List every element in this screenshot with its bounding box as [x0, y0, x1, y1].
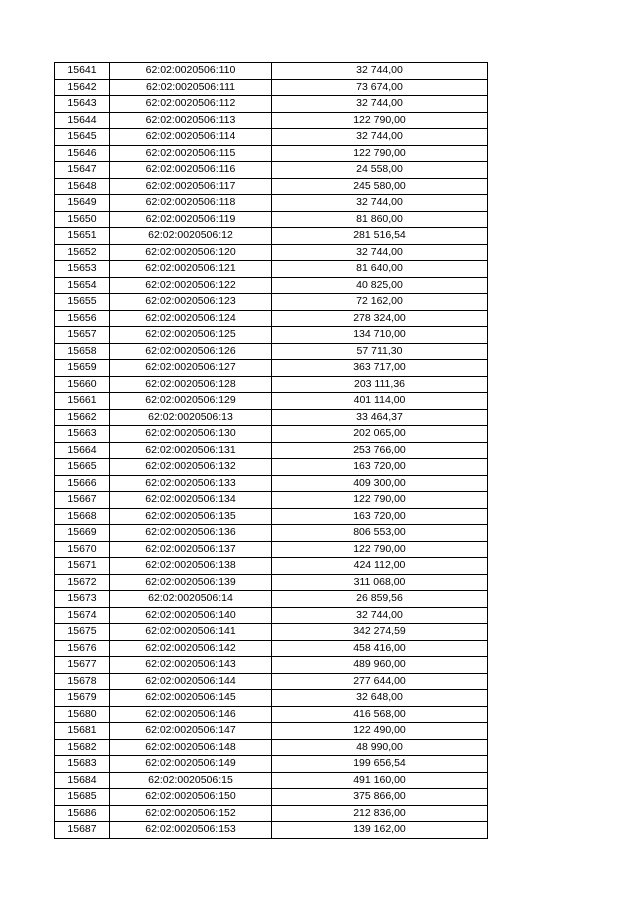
cadastral-value-cell: 26 859,56: [272, 591, 488, 608]
cadastral-number-cell: 62:02:0020506:130: [110, 426, 272, 443]
table-row: [55, 475, 488, 492]
cadastral-value-cell: 202 065,00: [272, 426, 488, 443]
cadastral-value-cell: 212 836,00: [272, 805, 488, 822]
row-number-cell: 15648: [55, 178, 110, 195]
cadastral-value-cell: 32 744,00: [272, 63, 488, 80]
row-number-cell: 15674: [55, 607, 110, 624]
row-number-cell: 15658: [55, 343, 110, 360]
table-row: [55, 442, 488, 459]
table-row: [55, 426, 488, 443]
cadastral-value-cell: 311 068,00: [272, 574, 488, 591]
table-row: [55, 657, 488, 674]
table-row: [55, 673, 488, 690]
cadastral-value-cell: 342 274,59: [272, 624, 488, 641]
cadastral-number-cell: 62:02:0020506:112: [110, 96, 272, 113]
cadastral-value-cell: 458 416,00: [272, 640, 488, 657]
row-number-cell: 15655: [55, 294, 110, 311]
row-number-cell: 15680: [55, 706, 110, 723]
row-number-cell: 15682: [55, 739, 110, 756]
cadastral-number-cell: 62:02:0020506:136: [110, 525, 272, 542]
cadastral-value-cell: 491 160,00: [272, 772, 488, 789]
table-row: [55, 145, 488, 162]
cadastral-number-cell: 62:02:0020506:120: [110, 244, 272, 261]
cadastral-number-cell: 62:02:0020506:142: [110, 640, 272, 657]
cadastral-value-cell: 48 990,00: [272, 739, 488, 756]
cadastral-value-cell: 73 674,00: [272, 79, 488, 96]
table-row: [55, 393, 488, 410]
cadastral-number-cell: 62:02:0020506:131: [110, 442, 272, 459]
cadastral-value-cell: 245 580,00: [272, 178, 488, 195]
row-number-cell: 15676: [55, 640, 110, 657]
cadastral-number-cell: 62:02:0020506:145: [110, 690, 272, 707]
row-number-cell: 15684: [55, 772, 110, 789]
cadastral-value-cell: 363 717,00: [272, 360, 488, 377]
cadastral-number-cell: 62:02:0020506:113: [110, 112, 272, 129]
cadastral-value-cell: 40 825,00: [272, 277, 488, 294]
cadastral-number-cell: 62:02:0020506:116: [110, 162, 272, 179]
cadastral-number-cell: 62:02:0020506:15: [110, 772, 272, 789]
cadastral-number-cell: 62:02:0020506:128: [110, 376, 272, 393]
row-number-cell: 15647: [55, 162, 110, 179]
table-row: [55, 822, 488, 839]
cadastral-number-cell: 62:02:0020506:127: [110, 360, 272, 377]
row-number-cell: 15661: [55, 393, 110, 410]
cadastral-value-cell: 81 640,00: [272, 261, 488, 278]
cadastral-value-cell: 32 744,00: [272, 244, 488, 261]
table-row: [55, 739, 488, 756]
cadastral-number-cell: 62:02:0020506:137: [110, 541, 272, 558]
cadastral-value-cell: 163 720,00: [272, 459, 488, 476]
cadastral-number-cell: 62:02:0020506:134: [110, 492, 272, 509]
table-row: [55, 805, 488, 822]
row-number-cell: 15672: [55, 574, 110, 591]
cadastral-value-cell: 57 711,30: [272, 343, 488, 360]
row-number-cell: 15687: [55, 822, 110, 839]
cadastral-number-cell: 62:02:0020506:123: [110, 294, 272, 311]
row-number-cell: 15671: [55, 558, 110, 575]
row-number-cell: 15669: [55, 525, 110, 542]
row-number-cell: 15660: [55, 376, 110, 393]
cadastral-number-cell: 62:02:0020506:147: [110, 723, 272, 740]
table-row: [55, 211, 488, 228]
cadastral-number-cell: 62:02:0020506:139: [110, 574, 272, 591]
cadastral-number-cell: 62:02:0020506:141: [110, 624, 272, 641]
row-number-cell: 15649: [55, 195, 110, 212]
row-number-cell: 15651: [55, 228, 110, 245]
cadastral-value-cell: 489 960,00: [272, 657, 488, 674]
table-row: [55, 178, 488, 195]
cadastral-number-cell: 62:02:0020506:126: [110, 343, 272, 360]
table-row: [55, 244, 488, 261]
cadastral-number-cell: 62:02:0020506:153: [110, 822, 272, 839]
row-number-cell: 15678: [55, 673, 110, 690]
table-row: [55, 228, 488, 245]
cadastral-number-cell: 62:02:0020506:111: [110, 79, 272, 96]
table-row: [55, 112, 488, 129]
cadastral-value-cell: 24 558,00: [272, 162, 488, 179]
row-number-cell: 15652: [55, 244, 110, 261]
row-number-cell: 15657: [55, 327, 110, 344]
table-row: [55, 690, 488, 707]
cadastral-value-cell: 401 114,00: [272, 393, 488, 410]
cadastral-value-cell: 32 648,00: [272, 690, 488, 707]
table-row: [55, 607, 488, 624]
cadastral-number-cell: 62:02:0020506:110: [110, 63, 272, 80]
row-number-cell: 15673: [55, 591, 110, 608]
cadastral-value-cell: 72 162,00: [272, 294, 488, 311]
cadastral-number-cell: 62:02:0020506:114: [110, 129, 272, 146]
table-row: [55, 129, 488, 146]
cadastral-value-cell: 122 790,00: [272, 112, 488, 129]
table-row: [55, 96, 488, 113]
row-number-cell: 15654: [55, 277, 110, 294]
row-number-cell: 15664: [55, 442, 110, 459]
table-row: [55, 541, 488, 558]
table-row: [55, 789, 488, 806]
row-number-cell: 15670: [55, 541, 110, 558]
table-row: [55, 63, 488, 80]
cadastral-number-cell: 62:02:0020506:118: [110, 195, 272, 212]
row-number-cell: 15650: [55, 211, 110, 228]
cadastral-value-cell: 278 324,00: [272, 310, 488, 327]
table-row: [55, 310, 488, 327]
cadastral-number-cell: 62:02:0020506:125: [110, 327, 272, 344]
cadastral-value-cell: 409 300,00: [272, 475, 488, 492]
table-row: [55, 508, 488, 525]
table-row: [55, 756, 488, 773]
row-number-cell: 15641: [55, 63, 110, 80]
cadastral-value-cell: 122 490,00: [272, 723, 488, 740]
row-number-cell: 15668: [55, 508, 110, 525]
row-number-cell: 15645: [55, 129, 110, 146]
cadastral-number-cell: 62:02:0020506:149: [110, 756, 272, 773]
cadastral-value-cell: 199 656,54: [272, 756, 488, 773]
table-row: [55, 360, 488, 377]
cadastral-value-cell: 806 553,00: [272, 525, 488, 542]
row-number-cell: 15683: [55, 756, 110, 773]
row-number-cell: 15686: [55, 805, 110, 822]
cadastral-number-cell: 62:02:0020506:144: [110, 673, 272, 690]
cadastral-number-cell: 62:02:0020506:146: [110, 706, 272, 723]
cadastral-value-cell: 139 162,00: [272, 822, 488, 839]
cadastral-number-cell: 62:02:0020506:129: [110, 393, 272, 410]
cadastral-number-cell: 62:02:0020506:138: [110, 558, 272, 575]
cadastral-number-cell: 62:02:0020506:150: [110, 789, 272, 806]
row-number-cell: 15642: [55, 79, 110, 96]
table-row: [55, 409, 488, 426]
row-number-cell: 15659: [55, 360, 110, 377]
table-row: [55, 706, 488, 723]
table-row: [55, 162, 488, 179]
cadastral-value-cell: 32 744,00: [272, 96, 488, 113]
table-body: [55, 63, 488, 839]
cadastral-number-cell: 62:02:0020506:135: [110, 508, 272, 525]
cadastral-value-cell: 32 744,00: [272, 607, 488, 624]
row-number-cell: 15644: [55, 112, 110, 129]
table-row: [55, 723, 488, 740]
cadastral-value-cell: 122 790,00: [272, 492, 488, 509]
cadastral-value-cell: 32 744,00: [272, 195, 488, 212]
cadastral-value-cell: 163 720,00: [272, 508, 488, 525]
cadastral-value-cell: 81 860,00: [272, 211, 488, 228]
row-number-cell: 15663: [55, 426, 110, 443]
cadastral-value-cell: 134 710,00: [272, 327, 488, 344]
row-number-cell: 15643: [55, 96, 110, 113]
table-row: [55, 327, 488, 344]
table-row: [55, 261, 488, 278]
cadastral-number-cell: 62:02:0020506:143: [110, 657, 272, 674]
cadastral-number-cell: 62:02:0020506:12: [110, 228, 272, 245]
table-row: [55, 492, 488, 509]
row-number-cell: 15667: [55, 492, 110, 509]
cadastral-value-table: [54, 62, 488, 839]
cadastral-value-cell: 122 790,00: [272, 541, 488, 558]
table-row: [55, 574, 488, 591]
cadastral-number-cell: 62:02:0020506:124: [110, 310, 272, 327]
cadastral-number-cell: 62:02:0020506:133: [110, 475, 272, 492]
table-row: [55, 294, 488, 311]
row-number-cell: 15677: [55, 657, 110, 674]
table-row: [55, 591, 488, 608]
cadastral-number-cell: 62:02:0020506:13: [110, 409, 272, 426]
table-row: [55, 459, 488, 476]
cadastral-value-cell: 375 866,00: [272, 789, 488, 806]
cadastral-number-cell: 62:02:0020506:148: [110, 739, 272, 756]
cadastral-value-cell: 281 516,54: [272, 228, 488, 245]
table-row: [55, 525, 488, 542]
table-row: [55, 195, 488, 212]
row-number-cell: 15665: [55, 459, 110, 476]
cadastral-value-cell: 424 112,00: [272, 558, 488, 575]
cadastral-value-cell: 416 568,00: [272, 706, 488, 723]
cadastral-value-cell: 253 766,00: [272, 442, 488, 459]
cadastral-number-cell: 62:02:0020506:117: [110, 178, 272, 195]
cadastral-value-cell: 33 464,37: [272, 409, 488, 426]
cadastral-number-cell: 62:02:0020506:132: [110, 459, 272, 476]
cadastral-number-cell: 62:02:0020506:115: [110, 145, 272, 162]
table-row: [55, 772, 488, 789]
row-number-cell: 15675: [55, 624, 110, 641]
table-row: [55, 624, 488, 641]
table-row: [55, 79, 488, 96]
cadastral-number-cell: 62:02:0020506:121: [110, 261, 272, 278]
cadastral-value-cell: 32 744,00: [272, 129, 488, 146]
row-number-cell: 15646: [55, 145, 110, 162]
row-number-cell: 15679: [55, 690, 110, 707]
cadastral-value-cell: 122 790,00: [272, 145, 488, 162]
cadastral-number-cell: 62:02:0020506:152: [110, 805, 272, 822]
cadastral-value-cell: 277 644,00: [272, 673, 488, 690]
table-row: [55, 640, 488, 657]
row-number-cell: 15685: [55, 789, 110, 806]
cadastral-number-cell: 62:02:0020506:14: [110, 591, 272, 608]
table-row: [55, 558, 488, 575]
row-number-cell: 15653: [55, 261, 110, 278]
cadastral-value-cell: 203 111,36: [272, 376, 488, 393]
cadastral-number-cell: 62:02:0020506:119: [110, 211, 272, 228]
table-row: [55, 343, 488, 360]
row-number-cell: 15681: [55, 723, 110, 740]
table-row: [55, 376, 488, 393]
row-number-cell: 15662: [55, 409, 110, 426]
row-number-cell: 15656: [55, 310, 110, 327]
row-number-cell: 15666: [55, 475, 110, 492]
cadastral-number-cell: 62:02:0020506:140: [110, 607, 272, 624]
table-row: [55, 277, 488, 294]
cadastral-number-cell: 62:02:0020506:122: [110, 277, 272, 294]
